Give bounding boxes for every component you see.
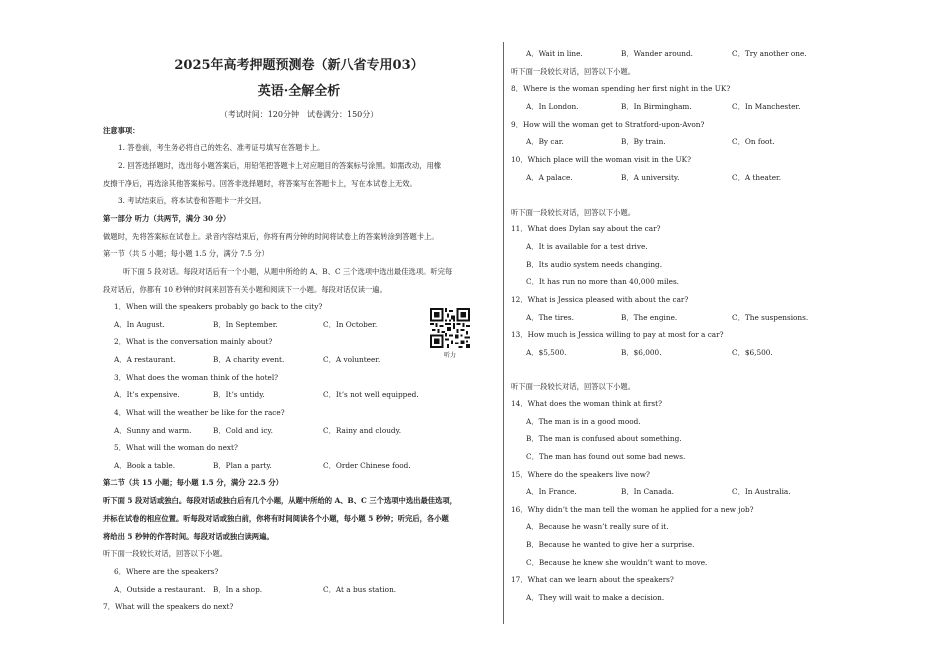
qr-label: 听力 bbox=[443, 352, 456, 359]
question-14: 14．What does the woman think at first? bbox=[511, 399, 662, 408]
q15-option-b: B．In Canada. bbox=[621, 487, 674, 496]
q16-option-b: B．Because he wanted to give her a surprise. bbox=[526, 540, 695, 549]
q5-option-c: C．Order Chinese food. bbox=[323, 461, 411, 470]
q4-option-b: B．Cold and icy. bbox=[213, 426, 273, 435]
q7-option-a: A．Wait in line. bbox=[526, 49, 583, 58]
question-11: 11．What does Dylan say about the car? bbox=[511, 224, 661, 233]
question-2: 2．What is the conversation mainly about? bbox=[114, 337, 273, 346]
q6-option-c: C．At a bus station. bbox=[323, 585, 397, 594]
page-subtitle: 英语·全解全析 bbox=[257, 84, 341, 99]
q6-option-a: A．Outside a restaurant. bbox=[114, 585, 206, 594]
q11-option-c: C．It has run no more than 40,000 miles. bbox=[526, 277, 680, 286]
question-5: 5．What will the woman do next? bbox=[114, 443, 238, 452]
page-title: 2025年高考押题预测卷（新八省专用03） bbox=[174, 58, 424, 73]
question-15: 15．Where do the speakers live now? bbox=[511, 470, 650, 479]
q1-option-a: A．In August. bbox=[114, 320, 165, 329]
q2-option-b: B．A charity event. bbox=[213, 355, 285, 364]
listen-prompt: 听下面一段较长对话，回答以下小题。 bbox=[511, 67, 636, 76]
q13-option-b: B．$6,000. bbox=[621, 348, 662, 357]
q15-option-c: C．In Australia. bbox=[732, 487, 791, 496]
q10-option-c: C．A theater. bbox=[732, 173, 782, 182]
q10-option-b: B．A university. bbox=[621, 173, 680, 182]
section2-instruction: 将给出 5 秒钟的作答时间。每段对话或独白读两遍。 bbox=[103, 532, 274, 541]
question-10: 10．Which place will the woman visit in the UK? bbox=[511, 155, 691, 164]
note-item: 3. 考试结束后，将本试卷和答题卡一并交回。 bbox=[118, 196, 266, 205]
note-item: 1. 答卷前，考生务必将自己的姓名、准考证号填写在答题卡上。 bbox=[118, 143, 325, 152]
question-13: 13．How much is Jessica willing to pay at most for a car? bbox=[511, 330, 724, 339]
notes-heading: 注意事项： bbox=[103, 126, 140, 135]
q4-option-a: A．Sunny and warm. bbox=[114, 426, 192, 435]
question-6: 6．Where are the speakers? bbox=[114, 567, 219, 576]
q9-option-a: A．By car. bbox=[526, 137, 564, 146]
q2-option-a: A．A restaurant. bbox=[114, 355, 176, 364]
q5-option-b: B．Plan a party. bbox=[213, 461, 272, 470]
q13-option-a: A．$5,500. bbox=[526, 348, 567, 357]
question-8: 8．Where is the woman spending her first night in the UK? bbox=[511, 84, 731, 93]
section1-heading: 第一节（共 5 小题；每小题 1.5 分，满分 7.5 分） bbox=[103, 249, 269, 258]
qr-code-icon bbox=[430, 308, 470, 348]
question-17: 17．What can we learn about the speakers? bbox=[511, 575, 674, 584]
exam-meta: （考试时间：120分钟 试卷满分：150分） bbox=[219, 110, 379, 119]
question-1: 1．When will the speakers probably go back to the city? bbox=[114, 302, 323, 311]
q7-option-b: B．Wander around. bbox=[621, 49, 693, 58]
section2-instruction: 听下面 5 段对话或独白。每段对话或独白后有几个小题，从题中所给的 A、B、C 三个选项中选出最佳选项， bbox=[103, 496, 457, 505]
note-item: 2. 回答选择题时，选出每小题答案后，用铅笔把答题卡上对应题目的答案标号涂黑。如需改动，用橡 bbox=[118, 161, 442, 170]
part1-intro: 做题时，先将答案标在试卷上。录音内容结束后，你将有两分钟的时间将试卷上的答案转涂到答题卡上。 bbox=[103, 232, 439, 241]
question-12: 12．What is Jessica pleased with about the car? bbox=[511, 295, 689, 304]
listen-prompt: 听下面一段较长对话，回答以下小题。 bbox=[511, 208, 636, 217]
q12-option-c: C．The suspensions. bbox=[732, 313, 809, 322]
section2-heading: 第二节（共 15 小题；每小题 1.5 分，满分 22.5 分） bbox=[103, 478, 283, 487]
q9-option-c: C．On foot. bbox=[732, 137, 775, 146]
part1-heading: 第一部分 听力（共两节，满分 30 分） bbox=[103, 214, 231, 223]
q6-option-b: B．In a shop. bbox=[213, 585, 263, 594]
q16-option-c: C．Because he knew she wouldn’t want to move. bbox=[526, 558, 708, 567]
q12-option-b: B．The engine. bbox=[621, 313, 678, 322]
question-4: 4．What will the weather be like for the race? bbox=[114, 408, 285, 417]
q16-option-a: A．Because he wasn’t really sure of it. bbox=[526, 522, 669, 531]
q15-option-a: A．In France. bbox=[526, 487, 577, 496]
question-3: 3．What does the woman think of the hotel? bbox=[114, 373, 279, 382]
q5-option-a: A．Book a table. bbox=[114, 461, 176, 470]
listen-prompt: 听下面一段较长对话，回答以下小题。 bbox=[103, 549, 228, 558]
question-7: 7．What will the speakers do next? bbox=[103, 602, 234, 611]
q1-option-b: B．In September. bbox=[213, 320, 278, 329]
q8-option-b: B．In Birmingham. bbox=[621, 102, 692, 111]
column-divider bbox=[503, 42, 504, 624]
q3-option-a: A．It’s expensive. bbox=[114, 390, 180, 399]
q13-option-c: C．$6,500. bbox=[732, 348, 773, 357]
note-item: 皮擦干净后，再选涂其他答案标号。回答非选择题时，将答案写在答题卡上，写在本试卷上无效。 bbox=[103, 179, 417, 188]
question-16: 16．Why didn’t the man tell the woman he applied for a new job? bbox=[511, 505, 754, 514]
q11-option-b: B．Its audio system needs changing. bbox=[526, 260, 663, 269]
q17-option-a: A．They will wait to make a decision. bbox=[526, 593, 665, 602]
q1-option-c: C．In October. bbox=[323, 320, 378, 329]
q8-option-a: A．In London. bbox=[526, 102, 579, 111]
q14-option-a: A．The man is in a good mood. bbox=[526, 417, 641, 426]
q10-option-a: A．A palace. bbox=[526, 173, 573, 182]
section1-instruction: 听下面 5 段对话。每段对话后有一个小题，从题中所给的 A、B、C 三个选项中选出最佳选项。听完每 bbox=[123, 267, 453, 276]
q9-option-b: B．By train. bbox=[621, 137, 666, 146]
q12-option-a: A．The tires. bbox=[526, 313, 574, 322]
q4-option-c: C．Rainy and cloudy. bbox=[323, 426, 402, 435]
section1-instruction: 段对话后，你都有 10 秒钟的时间来回答有关小题和阅读下一小题。每段对话仅读一遍。 bbox=[103, 285, 387, 294]
q14-option-b: B．The man is confused about something. bbox=[526, 434, 682, 443]
q14-option-c: C．The man has found out some bad news. bbox=[526, 452, 686, 461]
q11-option-a: A．It is available for a test drive. bbox=[526, 242, 648, 251]
q8-option-c: C．In Manchester. bbox=[732, 102, 801, 111]
q7-option-c: C．Try another one. bbox=[732, 49, 807, 58]
listen-prompt: 听下面一段较长对话，回答以下小题。 bbox=[511, 382, 636, 391]
question-9: 9．How will the woman get to Stratford-upon-Avon? bbox=[511, 120, 705, 129]
q2-option-c: C．A volunteer. bbox=[323, 355, 381, 364]
q3-option-c: C．It’s not well equipped. bbox=[323, 390, 419, 399]
section2-instruction: 并标在试卷的相应位置。听每段对话或独白前，你将有时间阅读各个小题，每小题 5 秒钟；听完后，各小题 bbox=[103, 514, 449, 523]
q3-option-b: B．It’s untidy. bbox=[213, 390, 265, 399]
